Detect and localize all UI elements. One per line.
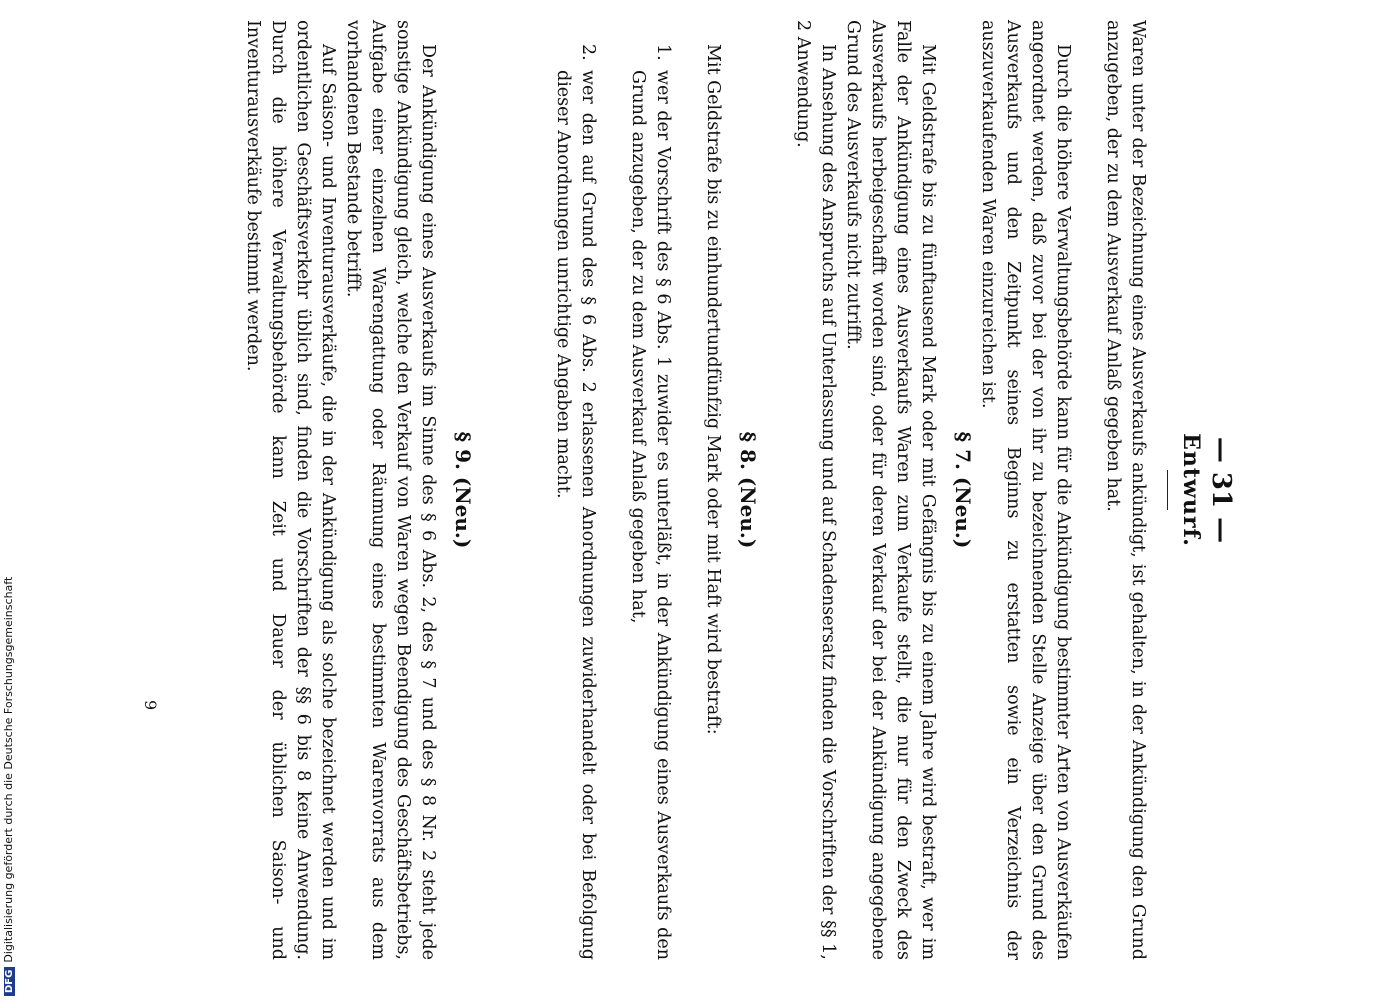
section-9-heading: § 9. (Neu.)	[451, 431, 475, 549]
opening-paragraph: Waren unter der Bezeichnung eines Ausverkaufs ankündigt, ist gehalten, in der Ankündigung den Grund anzugeben, der zu dem Ausverkauf Anlaß gegeben hat.	[1103, 20, 1148, 960]
dfg-credit	[2, 577, 15, 996]
item-text: wer der Vorschrift des § 6 Abs. 1 zuwider es unterläßt, in der Ankündigung eines Ausverkaufs den Grund anzugeben, der zu dem Ausverkauf Anlaß gegeben hat,	[628, 70, 673, 960]
item-number: 2.	[578, 44, 598, 61]
document-title: Entwurf.	[1178, 433, 1204, 547]
section-9-paragraph-2: Auf Saison- und Inventurausverkäufe, die in der Ankündigung als solche bezeichnet werden und im ordentlichen Geschäftsverkehr üblich sind, finden die Vorschriften der §§ 6 bis 8 keine Anwendung. Durch die höhere Verwaltungsbehörde kann Zeit und Dauer der üblichen Saison- und Inventurausverkäufe bestimmt werden.	[243, 20, 338, 960]
credit-text: Digitalisierung gefördert durch die Deutsche Forschungsgemeinschaft	[2, 576, 15, 963]
section-7-heading: § 7. (Neu.)	[951, 431, 975, 549]
authority-paragraph: Durch die höhere Verwaltungsbehörde kann für die Ankündigung bestimmter Arten von Ausverkäufen angeordnet werden, daß zuvor bei der von ihr zu bezeichnenden Stelle Anzeige über den Grund des Ausverkaufs und den Zeitpunkt seines Beginns zu erstatten sowie ein Verzeichnis der auszuverkaufenden Waren einzureichen ist.	[978, 20, 1073, 960]
signature-mark: 9	[141, 700, 160, 711]
section-7-paragraph-2: In Ansehung des Anspruchs auf Unterlassung und auf Schadensersatz finden die Vorschriften der §§ 1, 2 Anwendung.	[793, 20, 838, 960]
section-8-heading: § 8. (Neu.)	[736, 431, 760, 549]
section-9-paragraph-1: Der Ankündigung eines Ausverkaufs im Sinne des § 6 Abs. 2, des § 7 und des § 8 Nr. 2 steht jede sonstige Ankündigung gleich, welche den Verkauf von Waren wegen Beendigung des Geschäftsbetriebs, Aufgabe einer einzelnen Warengattung oder Räumung eines bestimmten Warenvorrats aus dem vorhandenen Bestande betrifft.	[343, 20, 438, 960]
section-7-paragraph-1: Mit Geldstrafe bis zu fünftausend Mark oder mit Gefängnis bis zu einem Jahre wird bestraft, wer im Falle der Ankündigung eines Ausverkaufs Waren zum Verkaufe stellt, die nur für den Zweck des Ausverkaufs herbeigeschafft worden sind, oder für deren Verkauf der bei der Ankündigung angegebene Grund des Ausverkaufs nicht zutrifft.	[843, 20, 938, 960]
section-8-item-2	[550, 44, 600, 960]
section-8-intro: Mit Geldstrafe bis zu einhundertundfünfzig Mark oder mit Haft wird bestraft:	[703, 44, 723, 735]
title-rule	[1167, 470, 1168, 510]
item-number: 1.	[653, 44, 673, 61]
dfg-logo: DFG	[4, 967, 15, 996]
document-page	[120, 0, 1240, 1000]
item-text: wer den auf Grund des § 6 Abs. 2 erlassenen Anordnungen zuwiderhandelt oder bei Befolgung dieser Anordnungen unrichtige Angaben macht.	[553, 70, 598, 960]
section-8-item-1	[625, 44, 675, 960]
page-number: — 31 —	[1206, 436, 1236, 544]
